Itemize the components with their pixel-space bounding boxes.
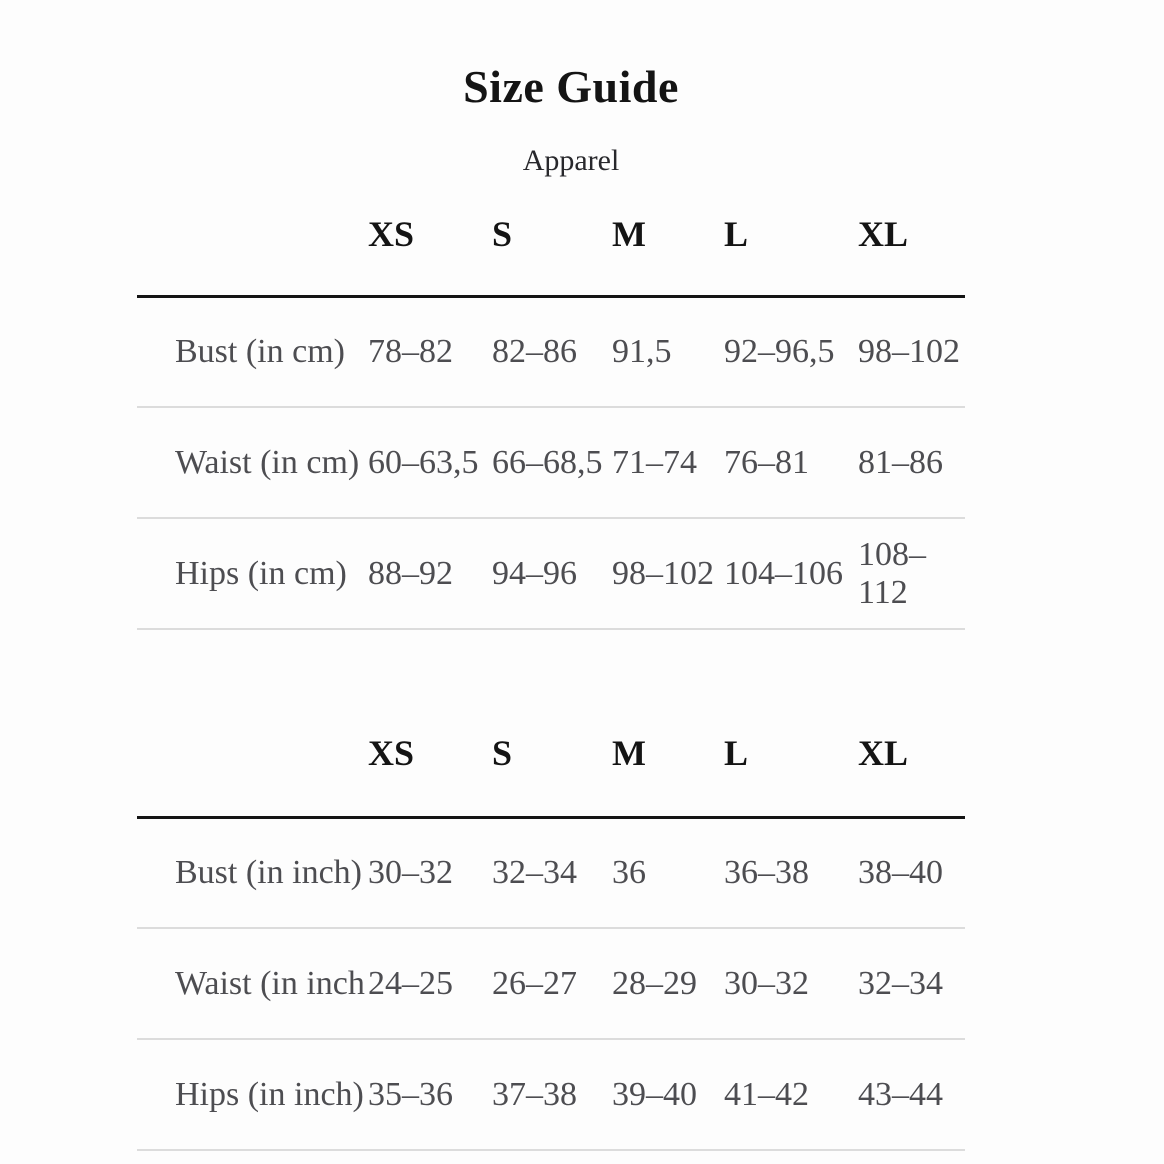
size-value-cell: 30–32 [724,928,858,1039]
size-value-cell: 41–42 [724,1039,858,1150]
size-value-cell: 39–40 [612,1039,724,1150]
size-value-cell: 92–96,5 [724,296,858,407]
table-header-row [137,196,965,296]
size-value-cell: 32–34 [858,928,965,1039]
size-value-cell: 108–112 [858,518,965,629]
table-row-bust-cm [137,296,965,407]
row-label: Hips (in cm) [137,518,368,629]
column-header-m: M [612,701,724,817]
row-label: Waist (in inch [137,928,368,1039]
corner-cell [137,196,368,296]
size-value-cell: 24–25 [368,928,492,1039]
size-value-cell: 36–38 [724,817,858,928]
size-value-cell: 60–63,5 [368,407,492,518]
table-row-bust-inch [137,817,965,928]
column-header-xs: XS [368,196,492,296]
size-value-cell: 94–96 [492,518,612,629]
column-header-xs: XS [368,701,492,817]
size-value-cell: 43–44 [858,1039,965,1150]
spacer [0,176,1164,196]
table-row-waist-cm [137,407,965,518]
column-header-s: S [492,701,612,817]
page-subtitle: Apparel [522,144,620,177]
size-guide-header [0,0,1142,176]
size-value-cell: 82–86 [492,296,612,407]
size-value-cell: 78–82 [368,296,492,407]
size-value-cell: 71–74 [612,407,724,518]
row-label: Waist (in cm) [137,407,368,518]
column-header-s: S [492,196,612,296]
table-row-waist-inch [137,928,965,1039]
size-value-cell: 30–32 [368,817,492,928]
corner-cell [137,701,368,817]
table-row-hips-inch [137,1039,965,1150]
row-label: Bust (in cm) [137,296,368,407]
size-value-cell: 38–40 [858,817,965,928]
size-value-cell: 66–68,5 [492,407,612,518]
column-header-m: M [612,196,724,296]
row-label: Bust (in inch) [137,817,368,928]
spacer [0,630,1164,701]
size-value-cell: 88–92 [368,518,492,629]
size-value-cell: 36 [612,817,724,928]
size-value-cell: 26–27 [492,928,612,1039]
page-title: Size Guide [463,61,679,112]
column-header-xl: XL [858,196,965,296]
size-value-cell: 91,5 [612,296,724,407]
column-header-l: L [724,701,858,817]
size-value-cell: 35–36 [368,1039,492,1150]
size-value-cell: 98–102 [858,296,965,407]
size-value-cell: 104–106 [724,518,858,629]
size-value-cell: 76–81 [724,407,858,518]
size-table-cm [137,196,965,630]
size-table-inch [137,701,965,1151]
table-header-row [137,701,965,817]
size-value-cell: 81–86 [858,407,965,518]
row-label: Hips (in inch) [137,1039,368,1150]
size-value-cell: 37–38 [492,1039,612,1150]
column-header-l: L [724,196,858,296]
column-header-xl: XL [858,701,965,817]
size-value-cell: 28–29 [612,928,724,1039]
table-row-hips-cm [137,518,965,629]
size-value-cell: 98–102 [612,518,724,629]
size-value-cell: 32–34 [492,817,612,928]
